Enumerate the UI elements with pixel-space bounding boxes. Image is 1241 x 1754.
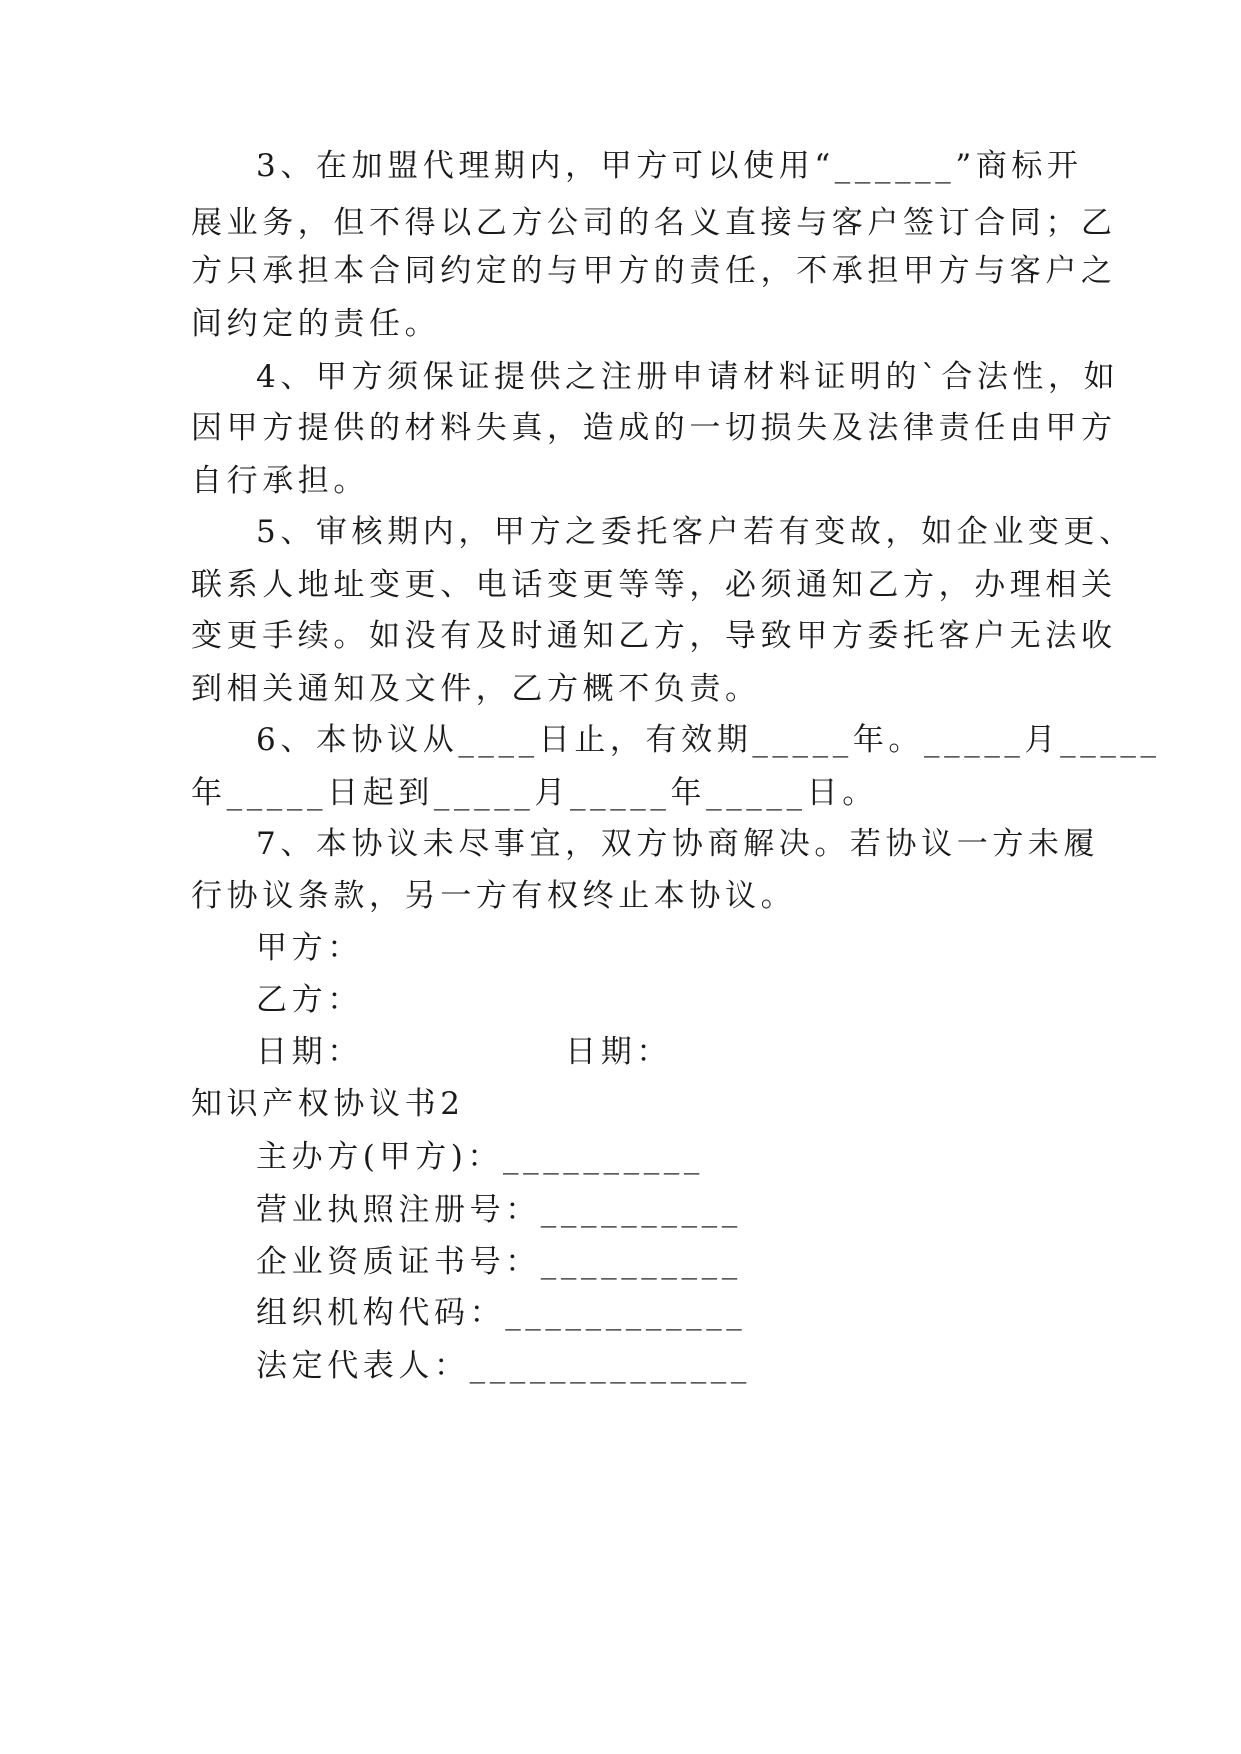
clause-3-line-2: 展业务，但不得以乙方公司的名义直接与客户签订合同；乙 [191, 205, 1117, 241]
section-heading: 知识产权协议书2 [191, 1086, 465, 1122]
clause-3-line-4: 间约定的责任。 [191, 306, 441, 342]
clause-5-line-3: 变更手续。如没有及时通知乙方，导致甲方委托客户无法收 [191, 618, 1117, 654]
legal-representative-field: 法定代表人：______________ [256, 1348, 751, 1384]
signature-dates: 日期： 日期： [256, 1034, 672, 1070]
clause-6-line-1: 6、本协议从____日止，有效期_____年。_____月_____ [256, 722, 1161, 758]
clause-7-line-2: 行协议条款，另一方有权终止本协议。 [191, 878, 797, 914]
clause-7-line-1: 7、本协议未尽事宜，双方协商解决。若协议一方未履 [256, 826, 1100, 862]
clause-5-line-1: 5、审核期内，甲方之委托客户若有变故，如企业变更、 [256, 514, 1135, 550]
party-a-signature: 甲方： [256, 930, 363, 966]
clause-4-line-2: 因甲方提供的材料失真，造成的一切损失及法律责任由甲方 [191, 410, 1117, 446]
clause-3-line-1: 3、在加盟代理期内，甲方可以使用“______”商标开 [256, 148, 1083, 184]
party-b-signature: 乙方： [256, 982, 363, 1018]
clause-6-line-2: 年_____日起到_____月_____年_____日。 [191, 775, 878, 811]
clause-3-line-3: 方只承担本合同约定的与甲方的责任，不承担甲方与客户之 [191, 253, 1117, 289]
organizer-field: 主办方(甲方)：__________ [256, 1139, 704, 1175]
clause-4-line-3: 自行承担。 [191, 463, 369, 499]
qualification-cert-field: 企业资质证书号：__________ [256, 1244, 742, 1280]
org-code-field: 组织机构代码：____________ [256, 1295, 747, 1331]
clause-5-line-2: 联系人地址变更、电话变更等等，必须通知乙方，办理相关 [191, 567, 1117, 603]
business-license-field: 营业执照注册号：__________ [256, 1192, 742, 1228]
clause-4-line-1: 4、甲方须保证提供之注册申请材料证明的`合法性，如 [256, 359, 1120, 395]
clause-5-line-4: 到相关通知及文件，乙方概不负责。 [191, 671, 761, 707]
